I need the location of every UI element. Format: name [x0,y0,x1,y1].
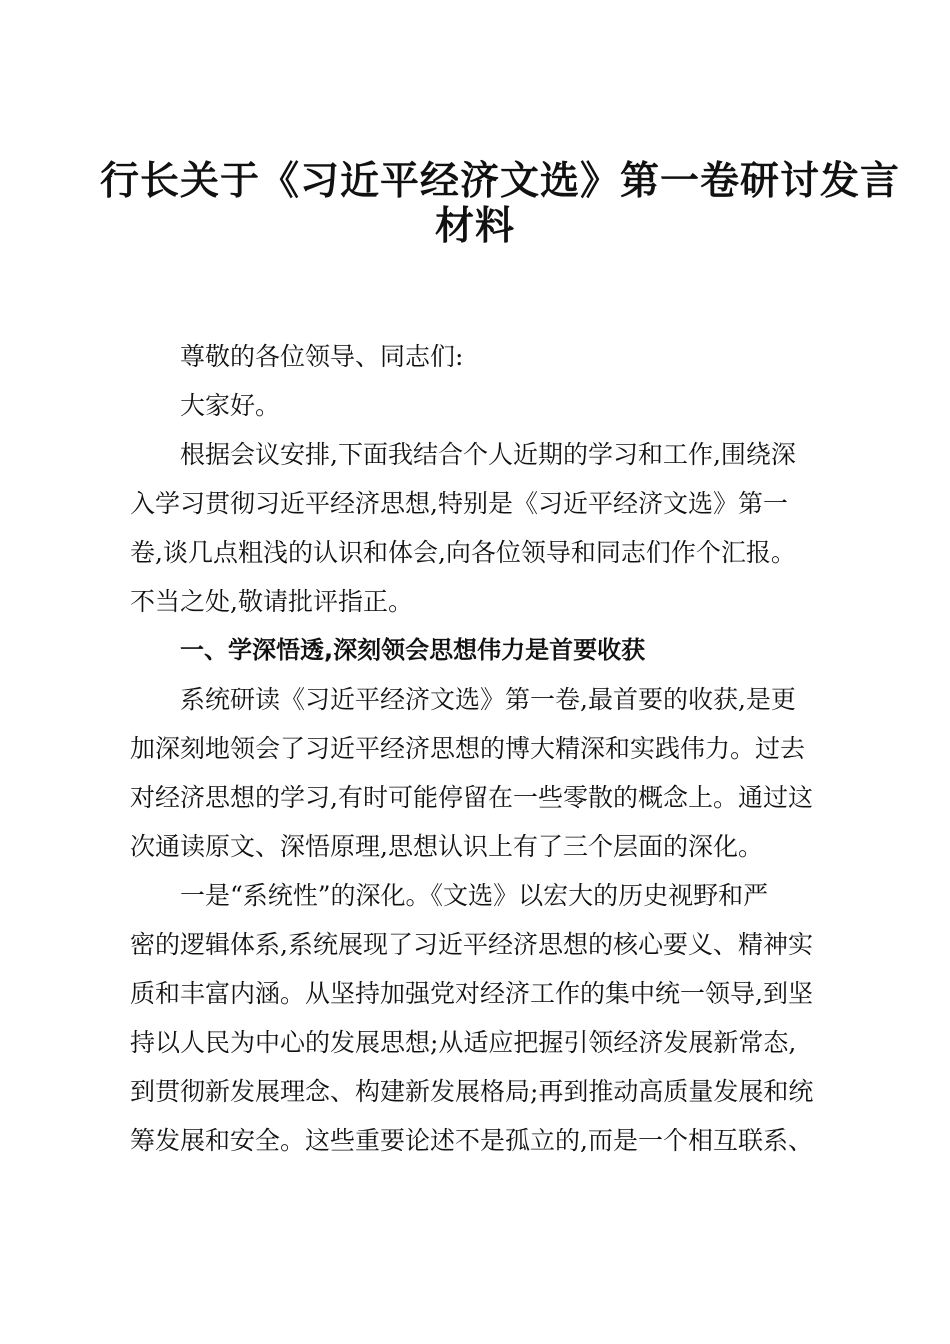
point-1-line: 质和丰富内涵。从坚持加强党对经济工作的集中统一领导,到坚 [130,979,813,1008]
point-1-line: 密的逻辑体系,系统展现了习近平经济思想的核心要义、精神实 [130,930,813,959]
point-1-line: 筹发展和安全。这些重要论述不是孤立的,而是一个相互联系、 [130,1126,813,1155]
section-1-line: 对经济思想的学习,有时可能停留在一些零散的概念上。通过这 [130,783,813,812]
section-1-line: 系统研读《习近平经济文选》第一卷,最首要的收获,是更 [180,685,796,714]
document-title-line-2: 材料 [434,203,515,249]
greeting: 尊敬的各位领导、同志们: [180,342,464,371]
intro-line: 入学习贯彻习近平经济思想,特别是《习近平经济文选》第一 [130,489,788,518]
section-1-heading: 一、学深悟透,深刻领会思想伟力是首要收获 [180,636,646,664]
section-1-line: 次通读原文、深悟原理,思想认识上有了三个层面的深化。 [130,832,763,861]
hello-line: 大家好。 [180,391,281,420]
document-title-line-1: 行长关于《习近平经济文选》第一卷研讨发言 [100,158,901,204]
intro-line: 卷,谈几点粗浅的认识和体会,向各位领导和同志们作个汇报。 [130,538,796,567]
section-1-line: 加深刻地领会了习近平经济思想的博大精深和实践伟力。过去 [130,734,806,763]
point-1-line: 持以人民为中心的发展思想;从适应把握引领经济发展新常态, [130,1028,797,1057]
point-1-line: 到贯彻新发展理念、构建新发展格局;再到推动高质量发展和统 [130,1077,814,1106]
point-1-line: 一是“系统性”的深化。《文选》以宏大的历史视野和严 [180,881,769,910]
document-body [130,332,830,1165]
intro-line: 根据会议安排,下面我结合个人近期的学习和工作,围绕深 [180,440,796,469]
intro-line: 不当之处,敬请批评指正。 [130,587,413,616]
